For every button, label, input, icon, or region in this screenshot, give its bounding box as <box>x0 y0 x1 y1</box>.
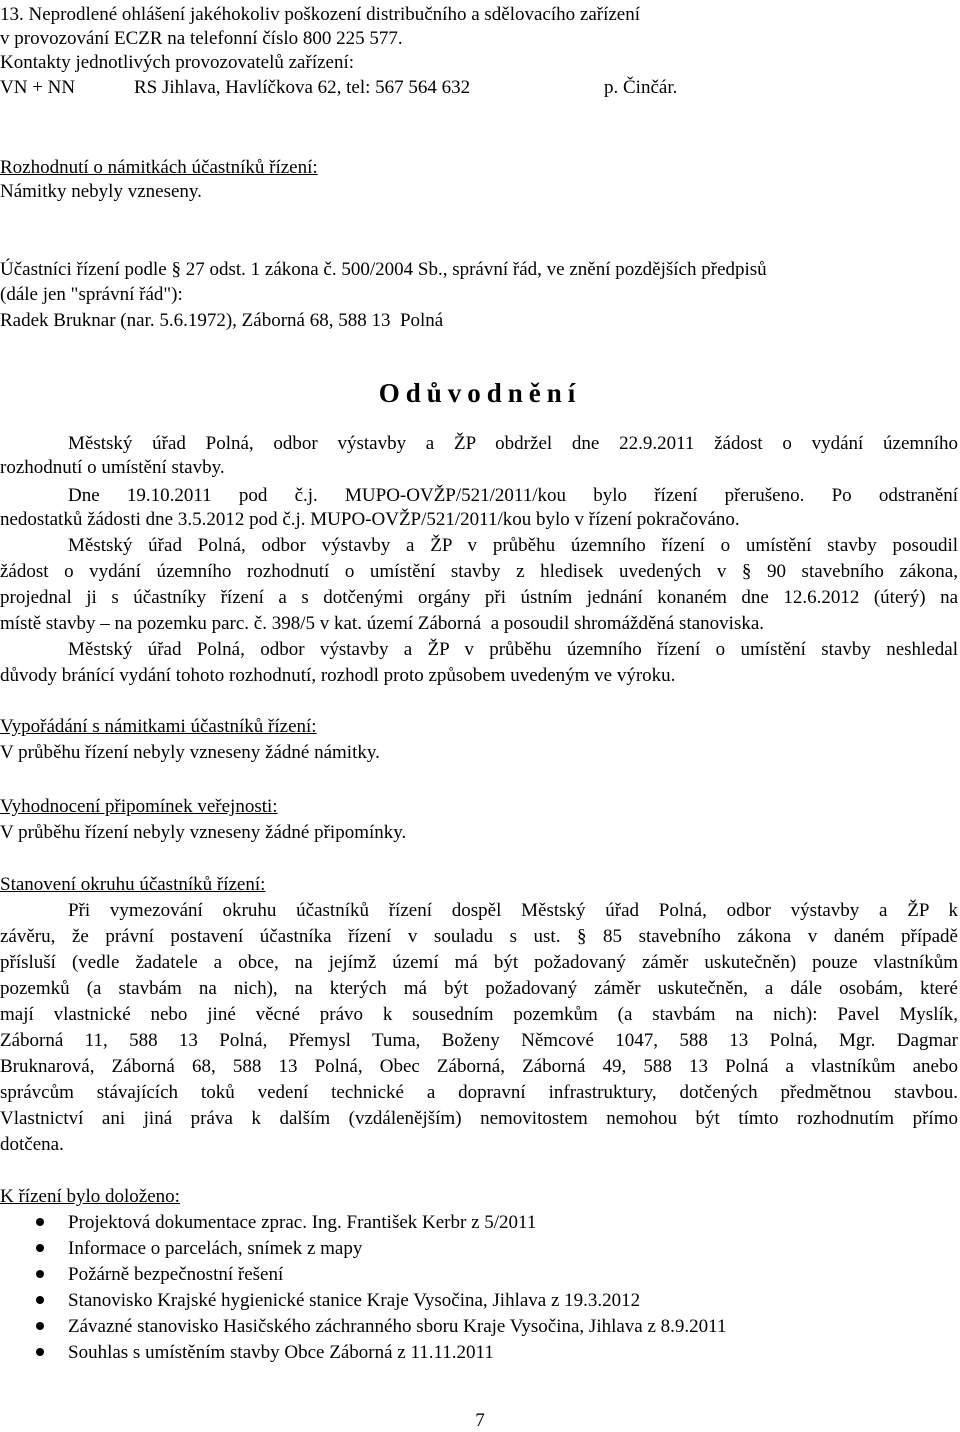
settlement-heading: Vypořádání s námitkami účastníků řízení: <box>0 716 317 737</box>
contact-person: p. Činčár. <box>604 77 678 98</box>
bullet-icon <box>36 1296 44 1304</box>
circle-line-9: Vlastnictví ani jiná práva k dalším (vzdálenějším) nemovitostem nemohou být tímto rozhodnutím přímo <box>0 1108 958 1129</box>
reasoning-p2-line-2: nedostatků žádosti dne 3.5.2012 pod č.j. MUPO-OVŽP/521/2011/kou bylo v řízení pokračováno. <box>0 509 740 530</box>
bullet-icon <box>36 1270 44 1278</box>
reasoning-p4-line-2: důvody bránící vydání tohoto rozhodnutí, rozhodl proto způsobem uvedeným ve výroku. <box>0 665 676 686</box>
attachment-item: Souhlas s umístěním stavby Obce Záborná z 11.11.2011 <box>68 1342 494 1363</box>
circle-line-3: přísluší (vedle žadatele a obce, na jejímž území má být požadovaný záměr uskutečněn) pouze vlastníkům <box>0 952 958 973</box>
settlement-text: V průběhu řízení nebyly vzneseny žádné námitky. <box>0 742 380 763</box>
bullet-icon <box>36 1348 44 1356</box>
attachments-heading: K řízení bylo doloženo: <box>0 1186 180 1207</box>
reasoning-p2-line-1: Dne 19.10.2011 pod č.j. MUPO-OVŽP/521/2011/kou bylo řízení přerušeno. Po odstranění <box>68 485 958 506</box>
reasoning-p3-line-3: projednal ji s účastníky řízení a s dotčenými orgány při ústním jednání konaném dne 12.6.2012 (úterý) na <box>0 587 958 608</box>
reasoning-p3-line-1: Městský úřad Polná, odbor výstavby a ŽP v průběhu územního řízení o umístění stavby posoudil <box>68 535 958 556</box>
attachment-item: Projektová dokumentace zprac. Ing. František Kerbr z 5/2011 <box>68 1212 537 1233</box>
page-number: 7 <box>475 1410 485 1431</box>
point-13-line-1: 13. Neprodlené ohlášení jakéhokoliv poškození distribučního a sdělovacího zařízení <box>0 4 641 25</box>
attachment-item: Stanovisko Krajské hygienické stanice Kraje Vysočina, Jihlava z 19.3.2012 <box>68 1290 641 1311</box>
public-comments-heading: Vyhodnocení připomínek veřejnosti: <box>0 796 278 817</box>
objections-heading: Rozhodnutí o námitkách účastníků řízení: <box>0 157 318 178</box>
attachment-item: Informace o parcelách, snímek z mapy <box>68 1238 363 1259</box>
circle-line-5: mají vlastnické nebo jiné věcné právo k sousedním pozemkům (a stavbám na nich): Pavel Myslík, <box>0 1004 958 1025</box>
circle-line-10: dotčena. <box>0 1134 64 1155</box>
circle-line-8: správcům stávajících toků vedení technické a dopravní infrastruktury, dotčených předmětnou stavbou. <box>0 1082 958 1103</box>
reasoning-p4-line-1: Městský úřad Polná, odbor výstavby a ŽP v průběhu územního řízení o umístění stavby neshledal <box>68 639 958 660</box>
attachment-item: Požárně bezpečnostní řešení <box>68 1264 284 1285</box>
reasoning-p1-line-1: Městský úřad Polná, odbor výstavby a ŽP obdržel dne 22.9.2011 žádost o vydání územního <box>68 433 958 454</box>
objections-text: Námitky nebyly vzneseny. <box>0 181 202 202</box>
bullet-icon <box>36 1322 44 1330</box>
attachment-item: Závazné stanovisko Hasičského záchranného sboru Kraje Vysočina, Jihlava z 8.9.2011 <box>68 1316 727 1337</box>
circle-line-2: závěru, že právní postavení účastníka řízení v souladu s ust. § 85 stavebního zákona v daném případě <box>0 926 958 947</box>
bullet-icon <box>36 1218 44 1226</box>
contacts-intro: Kontakty jednotlivých provozovatelů zařízení: <box>0 52 355 73</box>
reasoning-p3-line-4: místě stavby – na pozemku parc. č. 398/5 v kat. území Záborná a posoudil shromážděná stanoviska. <box>0 613 765 634</box>
contact-address: RS Jihlava, Havlíčkova 62, tel: 567 564 632 <box>134 77 471 98</box>
point-13-line-2: v provozování ECZR na telefonní číslo 800 225 577. <box>0 28 403 49</box>
bullet-icon <box>36 1244 44 1252</box>
participants-line-2: (dále jen "správní řád"): <box>0 284 183 305</box>
reasoning-p1-line-2: rozhodnutí o umístění stavby. <box>0 457 225 478</box>
participant-name: Radek Bruknar (nar. 5.6.1972), Záborná 68, 588 13 Polná <box>0 310 444 331</box>
circle-heading: Stanovení okruhu účastníků řízení: <box>0 874 266 895</box>
circle-line-4: pozemků (a stavbám na nich), na kterých má být požadovaný záměr uskutečněn, a dále osobám, které <box>0 978 958 999</box>
public-comments-text: V průběhu řízení nebyly vzneseny žádné připomínky. <box>0 822 407 843</box>
reasoning-p3-line-2: žádost o vydání územního rozhodnutí o umístění stavby z hledisek uvedených v § 90 stavebního zákona, <box>0 561 958 582</box>
contact-type: VN + NN <box>0 77 76 98</box>
circle-line-7: Bruknarová, Záborná 68, 588 13 Polná, Obec Záborná, Záborná 49, 588 13 Polná a vlastníkům anebo <box>0 1056 958 1077</box>
participants-line-1: Účastníci řízení podle § 27 odst. 1 zákona č. 500/2004 Sb., správní řád, ve znění pozdějších předpisů <box>0 259 767 280</box>
circle-line-6: Záborná 11, 588 13 Polná, Přemysl Tuma, Boženy Němcové 1047, 588 13 Polná, Mgr. Dagmar <box>0 1030 958 1051</box>
reasoning-heading: Odůvodnění <box>378 378 582 408</box>
circle-line-1: Při vymezování okruhu účastníků řízení dospěl Městský úřad Polná, odbor výstavby a ŽP k <box>68 900 958 921</box>
